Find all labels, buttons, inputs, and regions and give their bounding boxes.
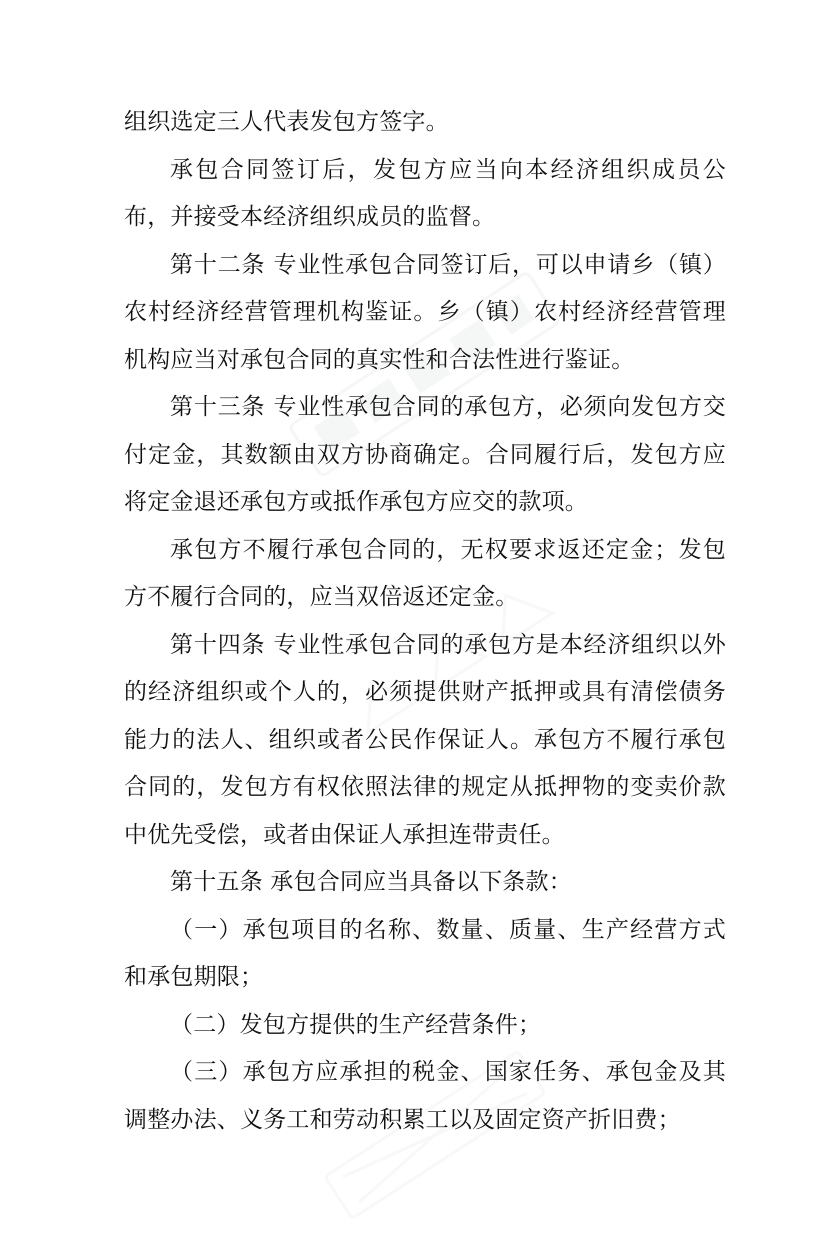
paragraph-3: 第十二条 专业性承包合同签订后，可以申请乡（镇）农村经济经营管理机构鉴证。乡（镇）农村经济经营管理机构应当对承包合同的真实性和合法性进行鉴证。	[124, 251, 726, 373]
paragraph-4: 第十三条 专业性承包合同的承包方，必须向发包方交付定金，其数额由双方协商确定。合同履行后，发包方应将定金退还承包方或抵作承包方应交的款项。	[124, 394, 726, 515]
paragraph-6: 第十四条 专业性承包合同的承包方是本经济组织以外的经济组织或个人的，必须提供财产抵押或具有清偿债务能力的法人、组织或者公民作保证人。承包方不履行承包合同的，发包方有权依照法律的规定从抵押物的变卖价款中优先受偿，或者由保证人承担连带责任。	[124, 631, 726, 848]
document-body	[124, 99, 726, 1144]
paragraph-8: （一）承包项目的名称、数量、质量、生产经营方式和承包期限；	[124, 916, 726, 990]
paragraph-5: 承包方不履行承包合同的，无权要求返还定金；发包方不履行合同的，应当双倍返还定金。	[124, 536, 726, 610]
paragraph-10: （三）承包方应承担的税金、国家任务、承包金及其调整办法、义务工和劳动积累工以及固定资产折旧费；	[124, 1059, 726, 1133]
paragraph-2: 承包合同签订后，发包方应当向本经济组织成员公布，并接受本经济组织成员的监督。	[124, 156, 726, 230]
paragraph-7: 第十五条 承包合同应当具备以下条款：	[170, 869, 572, 895]
paragraph-9: （二）发包方提供的生产经营条件；	[170, 1011, 542, 1038]
paragraph-1: 组织选定三人代表发包方签字。	[124, 109, 449, 135]
